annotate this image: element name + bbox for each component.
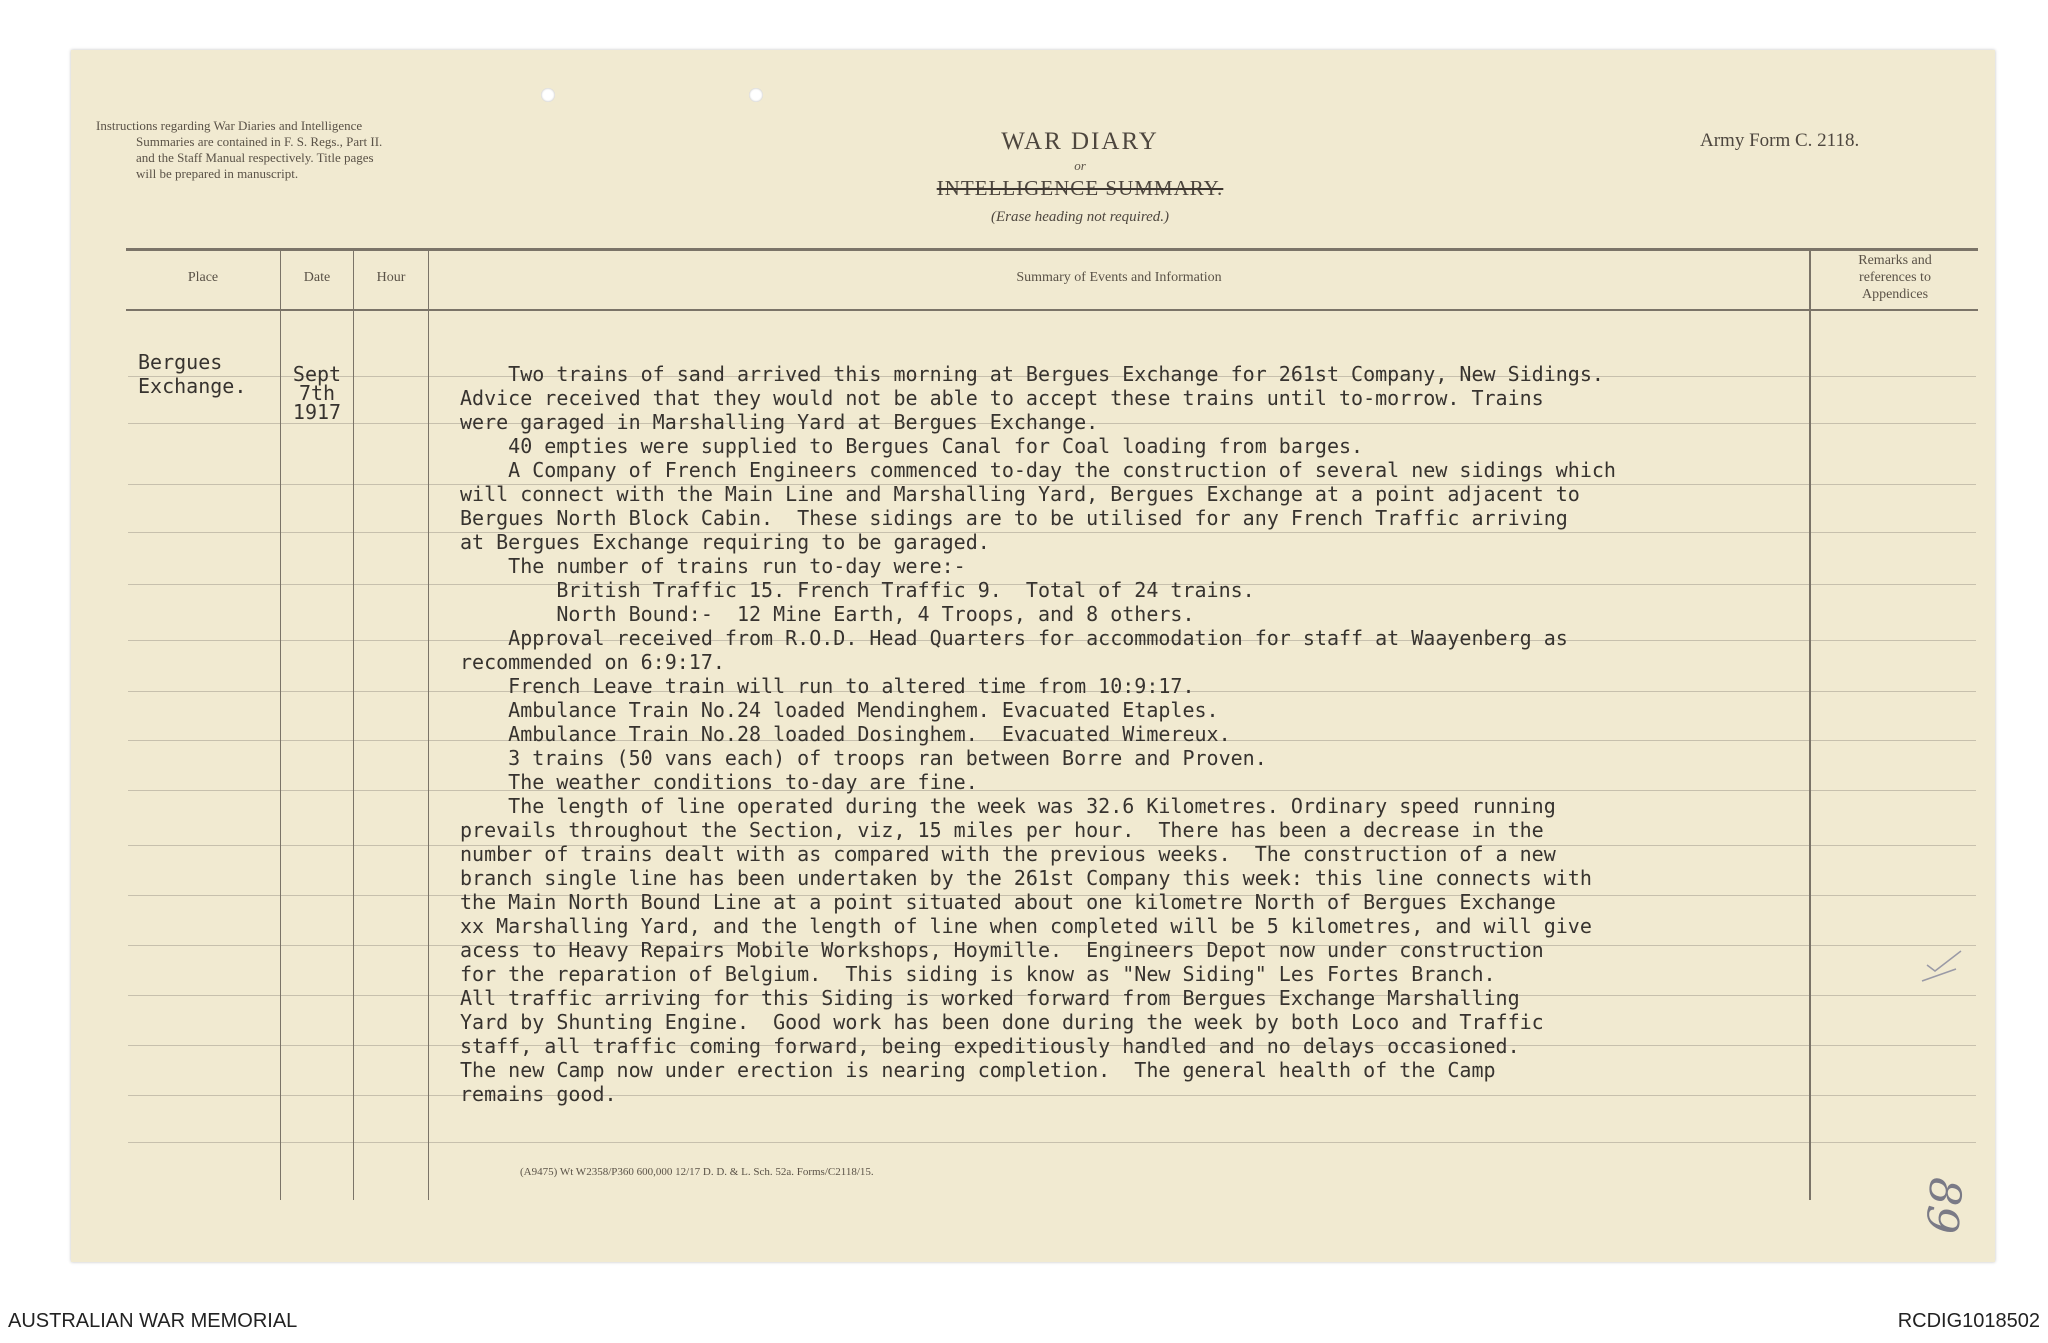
header-remarks <box>1812 252 1978 303</box>
summary-line: Ambulance Train No.28 loaded Dosinghem. Evacuated Wimereux. <box>460 722 1231 746</box>
place-line: Exchange. <box>138 374 247 398</box>
instructions-line: Instructions regarding War Diaries and Intelligence <box>96 118 363 133</box>
erase-note: (Erase heading not required.) <box>990 209 1170 225</box>
handwritten-folio-number: 89 <box>1915 1175 1971 1236</box>
archive-credit: AUSTRALIAN WAR MEMORIAL <box>8 1310 298 1332</box>
summary-line: will connect with the Main Line and Marshalling Yard, Bergues Exchange at a point adjacent to <box>460 482 1580 506</box>
instructions-line: Summaries are contained in F. S. Regs., Part II. <box>136 134 383 149</box>
header-bottom-rule <box>126 309 1978 311</box>
summary-line: North Bound:- 12 Mine Earth, 4 Troops, and 8 others. <box>460 602 1195 626</box>
summary-line: The length of line operated during the week was 32.6 Kilometres. Ordinary speed running <box>460 794 1556 818</box>
struck-summary-title: INTELLIGENCE SUMMARY. <box>936 176 1224 200</box>
header-date: Date <box>303 270 331 285</box>
header-remarks-line: references to <box>1859 270 1931 285</box>
summary-line: number of trains dealt with as compared with the previous weeks. The construction of a new <box>460 842 1556 866</box>
instructions-note <box>96 118 616 182</box>
date-line: 7th <box>298 381 336 405</box>
instructions-line: will be prepared in manuscript. <box>136 166 299 181</box>
punch-hole-left <box>541 88 555 102</box>
summary-line: French Leave train will run to altered time from 10:9:17. <box>460 674 1195 698</box>
summary-line: British Traffic 15. French Traffic 9. Total of 24 trains. <box>460 578 1255 602</box>
header-remarks-line: Appendices <box>1861 287 1929 302</box>
summary-line: remains good. <box>460 1082 617 1106</box>
summary-line: staff, all traffic coming forward, being expeditiously handled and no delays occasioned. <box>460 1034 1520 1058</box>
date-column-divider <box>353 250 354 1200</box>
punch-hole-right <box>749 88 763 102</box>
summary-line: at Bergues Exchange requiring to be garaged. <box>460 530 990 554</box>
summary-line: 40 empties were supplied to Bergues Canal for Coal loading from barges. <box>460 434 1364 458</box>
date-line: 1917 <box>292 400 342 424</box>
or-word: or <box>1074 158 1086 173</box>
summary-of-events <box>460 362 1830 1106</box>
entry-place <box>138 350 246 398</box>
place-column-divider <box>280 250 281 1200</box>
summary-line: The new Camp now under erection is nearing completion. The general health of the Camp <box>460 1058 1496 1082</box>
summary-line: for the reparation of Belgium. This siding is know as "New Siding" Les Fortes Branch. <box>460 962 1496 986</box>
summary-line: xx Marshalling Yard, and the length of line when completed will be 5 kilometres, and will give <box>460 914 1592 938</box>
header-hour: Hour <box>376 270 406 285</box>
date-line: Sept <box>292 362 342 386</box>
place-line: Bergues <box>138 350 223 374</box>
summary-line: The weather conditions to-day are fine. <box>460 770 978 794</box>
header-summary: Summary of Events and Information <box>1016 270 1222 285</box>
summary-line: the Main North Bound Line at a point situated about one kilometre North of Bergues Exchange <box>460 890 1556 914</box>
archive-id: RCDIG1018502 <box>1897 1310 2040 1332</box>
summary-line: All traffic arriving for this Siding is worked forward from Bergues Exchange Marshalling <box>460 986 1520 1010</box>
summary-line: Yard by Shunting Engine. Good work has been done during the week by both Loco and Traffic <box>460 1010 1544 1034</box>
summary-line: A Company of French Engineers commenced to-day the construction of several new sidings which <box>460 458 1616 482</box>
hour-column-divider <box>428 250 429 1200</box>
table-top-rule <box>126 248 1978 251</box>
instructions-line: and the Staff Manual respectively. Title pages <box>136 150 374 165</box>
summary-line: The number of trains run to-day were:- <box>460 554 966 578</box>
check-mark-icon <box>1920 965 1960 989</box>
summary-line: Bergues North Block Cabin. These sidings are to be utilised for any French Traffic arriving <box>460 506 1568 530</box>
summary-line: Two trains of sand arrived this morning at Bergues Exchange for 261st Company, New Sidings. <box>460 362 1604 386</box>
entry-date <box>286 362 348 424</box>
summary-line: Advice received that they would not be able to accept these trains until to-morrow. Trains <box>460 386 1544 410</box>
summary-line: branch single line has been undertaken by the 261st Company this week: this line connects with <box>460 866 1592 890</box>
form-title-block <box>780 128 1380 226</box>
summary-line: 3 trains (50 vans each) of troops ran between Borre and Proven. <box>460 746 1267 770</box>
ruled-line <box>128 1142 1976 1143</box>
summary-line: Ambulance Train No.24 loaded Mendinghem. Evacuated Etaples. <box>460 698 1219 722</box>
printer-imprint: (A9475) Wt W2358/P360 600,000 12/17 D. D. & L. Sch. 52a. Forms/C2118/15. <box>520 1166 874 1178</box>
summary-line: recommended on 6:9:17. <box>460 650 725 674</box>
summary-line: acess to Heavy Repairs Mobile Workshops, Hoymille. Engineers Depot now under construction <box>460 938 1544 962</box>
summary-line: Approval received from R.O.D. Head Quarters for accommodation for staff at Waayenberg as <box>460 626 1568 650</box>
header-place: Place <box>187 270 219 285</box>
army-form-number: Army Form C. 2118. <box>1700 130 1860 151</box>
summary-line: were garaged in Marshalling Yard at Bergues Exchange. <box>460 410 1099 434</box>
diary-title: WAR DIARY <box>1001 128 1159 155</box>
header-remarks-line: Remarks and <box>1858 253 1932 268</box>
summary-line: prevails throughout the Section, viz, 15 miles per hour. There has been a decrease in the <box>460 818 1544 842</box>
